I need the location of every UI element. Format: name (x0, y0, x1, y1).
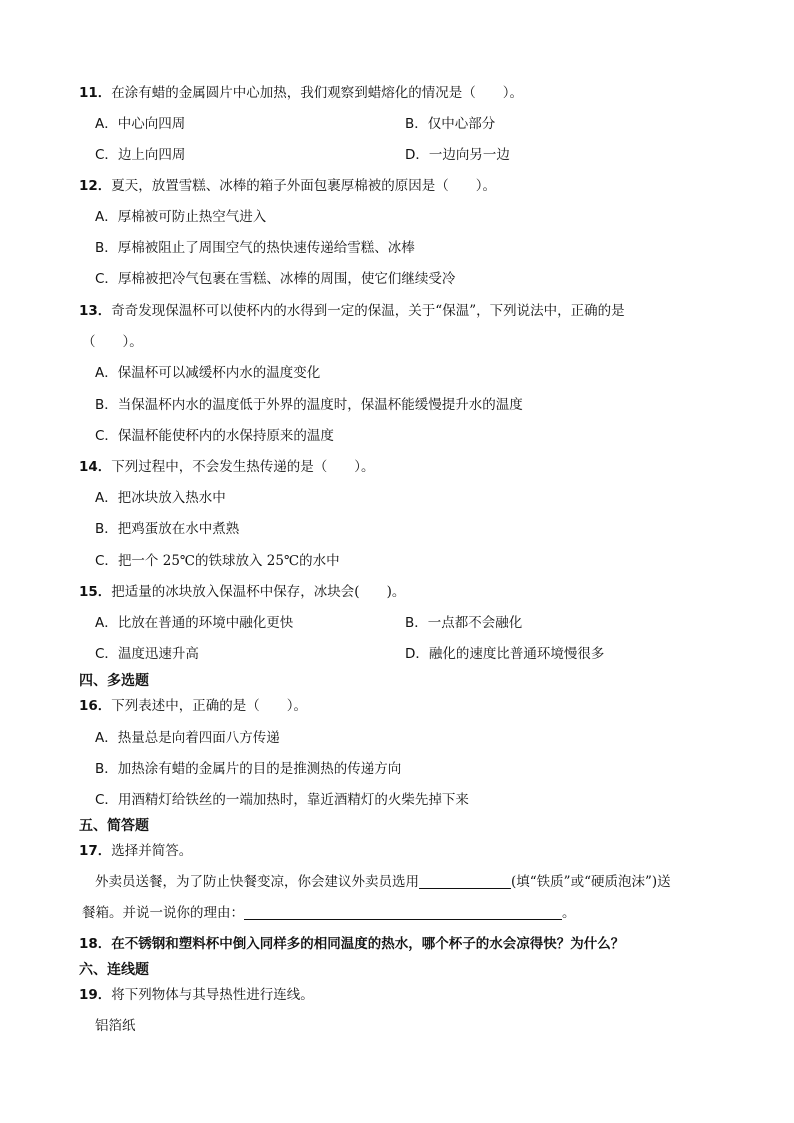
question-number: 13． (79, 303, 112, 319)
option-c: C．把一个 25℃的铁球放入 25℃的水中 (95, 553, 340, 569)
option-a: A．厚棉被可防止热空气进入 (95, 209, 267, 225)
question-text: 将下列物体与其导热性进行连线。 (111, 987, 314, 1003)
question-number: 17． (79, 843, 112, 859)
question-number: 12． (79, 178, 112, 194)
option-b: B．加热涂有蜡的金属片的目的是推测热的传递方向 (95, 761, 402, 777)
question-17-line-1: 外卖员送餐，为了防止快餐变凉，你会建议外卖员选用 (填“铁质”或“硬质泡沫”)送 (95, 874, 671, 890)
question-13-continuation: （ ）。 (82, 334, 143, 350)
question-number: 15． (79, 584, 112, 600)
question-text: 把适量的冰块放入保温杯中保存，冰块会( )。 (111, 584, 406, 600)
option-d: D．一边向另一边 (405, 147, 510, 163)
question-text: 奇奇发现保温杯可以使杯内的水得到一定的保温，关于“保温”，下列说法中，正确的是 (111, 303, 625, 319)
option-b: B．仅中心部分 (405, 116, 496, 132)
option-a: A．比放在普通的环境中融化更快 (95, 615, 294, 631)
question-19 (79, 986, 314, 1004)
question-16 (79, 697, 307, 715)
question-13 (79, 302, 625, 320)
option-c: C．厚棉被把冷气包裹在雪糕、冰棒的周围，使它们继续受冷 (95, 271, 456, 287)
question-11 (79, 84, 523, 102)
question-15 (79, 583, 405, 601)
question-12 (79, 177, 496, 195)
question-text: 在涂有蜡的金属圆片中心加热，我们观察到蜡熔化的情况是（ ）。 (111, 85, 524, 101)
section-heading: 六、连线题 (79, 962, 149, 978)
question-text: 下列过程中，不会发生热传递的是（ ）。 (111, 459, 375, 475)
section-heading: 四、多选题 (79, 673, 149, 689)
option-b: B．厚棉被阻止了周围空气的热快速传递给雪糕、冰棒 (95, 240, 415, 256)
option-c: C．保温杯能使杯内的水保持原来的温度 (95, 428, 334, 444)
option-a: A．保温杯可以减缓杯内水的温度变化 (95, 365, 321, 381)
answer-blank[interactable] (419, 874, 511, 889)
option-b: B．当保温杯内水的温度低于外界的温度时，保温杯能缓慢提升水的温度 (95, 397, 523, 413)
question-text: 下列表述中，正确的是（ ）。 (111, 698, 308, 714)
question-number: 14． (79, 459, 112, 475)
question-17-line-2: 餐箱。并说一说你的理由： 。 (82, 905, 576, 921)
option-d: D．融化的速度比普通环境慢很多 (405, 646, 605, 662)
option-b: B．把鸡蛋放在水中煮熟 (95, 521, 240, 537)
question-18 (79, 935, 624, 953)
option-c: C．用酒精灯给铁丝的一端加热时，靠近酒精灯的火柴先掉下来 (95, 792, 469, 808)
option-a: A．把冰块放入热水中 (95, 490, 226, 506)
option-a: A．中心向四周 (95, 116, 186, 132)
question-number: 16． (79, 698, 112, 714)
question-text: 选择并简答。 (111, 843, 193, 859)
question-number: 19． (79, 987, 112, 1003)
option-b: B．一点都不会融化 (405, 615, 523, 631)
option-c: C．边上向四周 (95, 147, 186, 163)
question-14 (79, 458, 375, 476)
question-text: 在不锈钢和塑料杯中倒入同样多的相同温度的热水，哪个杯子的水会凉得快？为什么？ (111, 936, 625, 952)
matching-item[interactable]: 铝箔纸 (95, 1018, 136, 1034)
question-17 (79, 842, 192, 860)
section-heading: 五、简答题 (79, 818, 149, 834)
option-a: A．热量总是向着四面八方传递 (95, 730, 280, 746)
question-text: 夏天，放置雪糕、冰棒的箱子外面包裹厚棉被的原因是（ ）。 (111, 178, 497, 194)
question-number: 11． (79, 85, 112, 101)
option-c: C．温度迅速升高 (95, 646, 199, 662)
question-number: 18． (79, 936, 112, 952)
reason-blank[interactable] (244, 905, 562, 920)
